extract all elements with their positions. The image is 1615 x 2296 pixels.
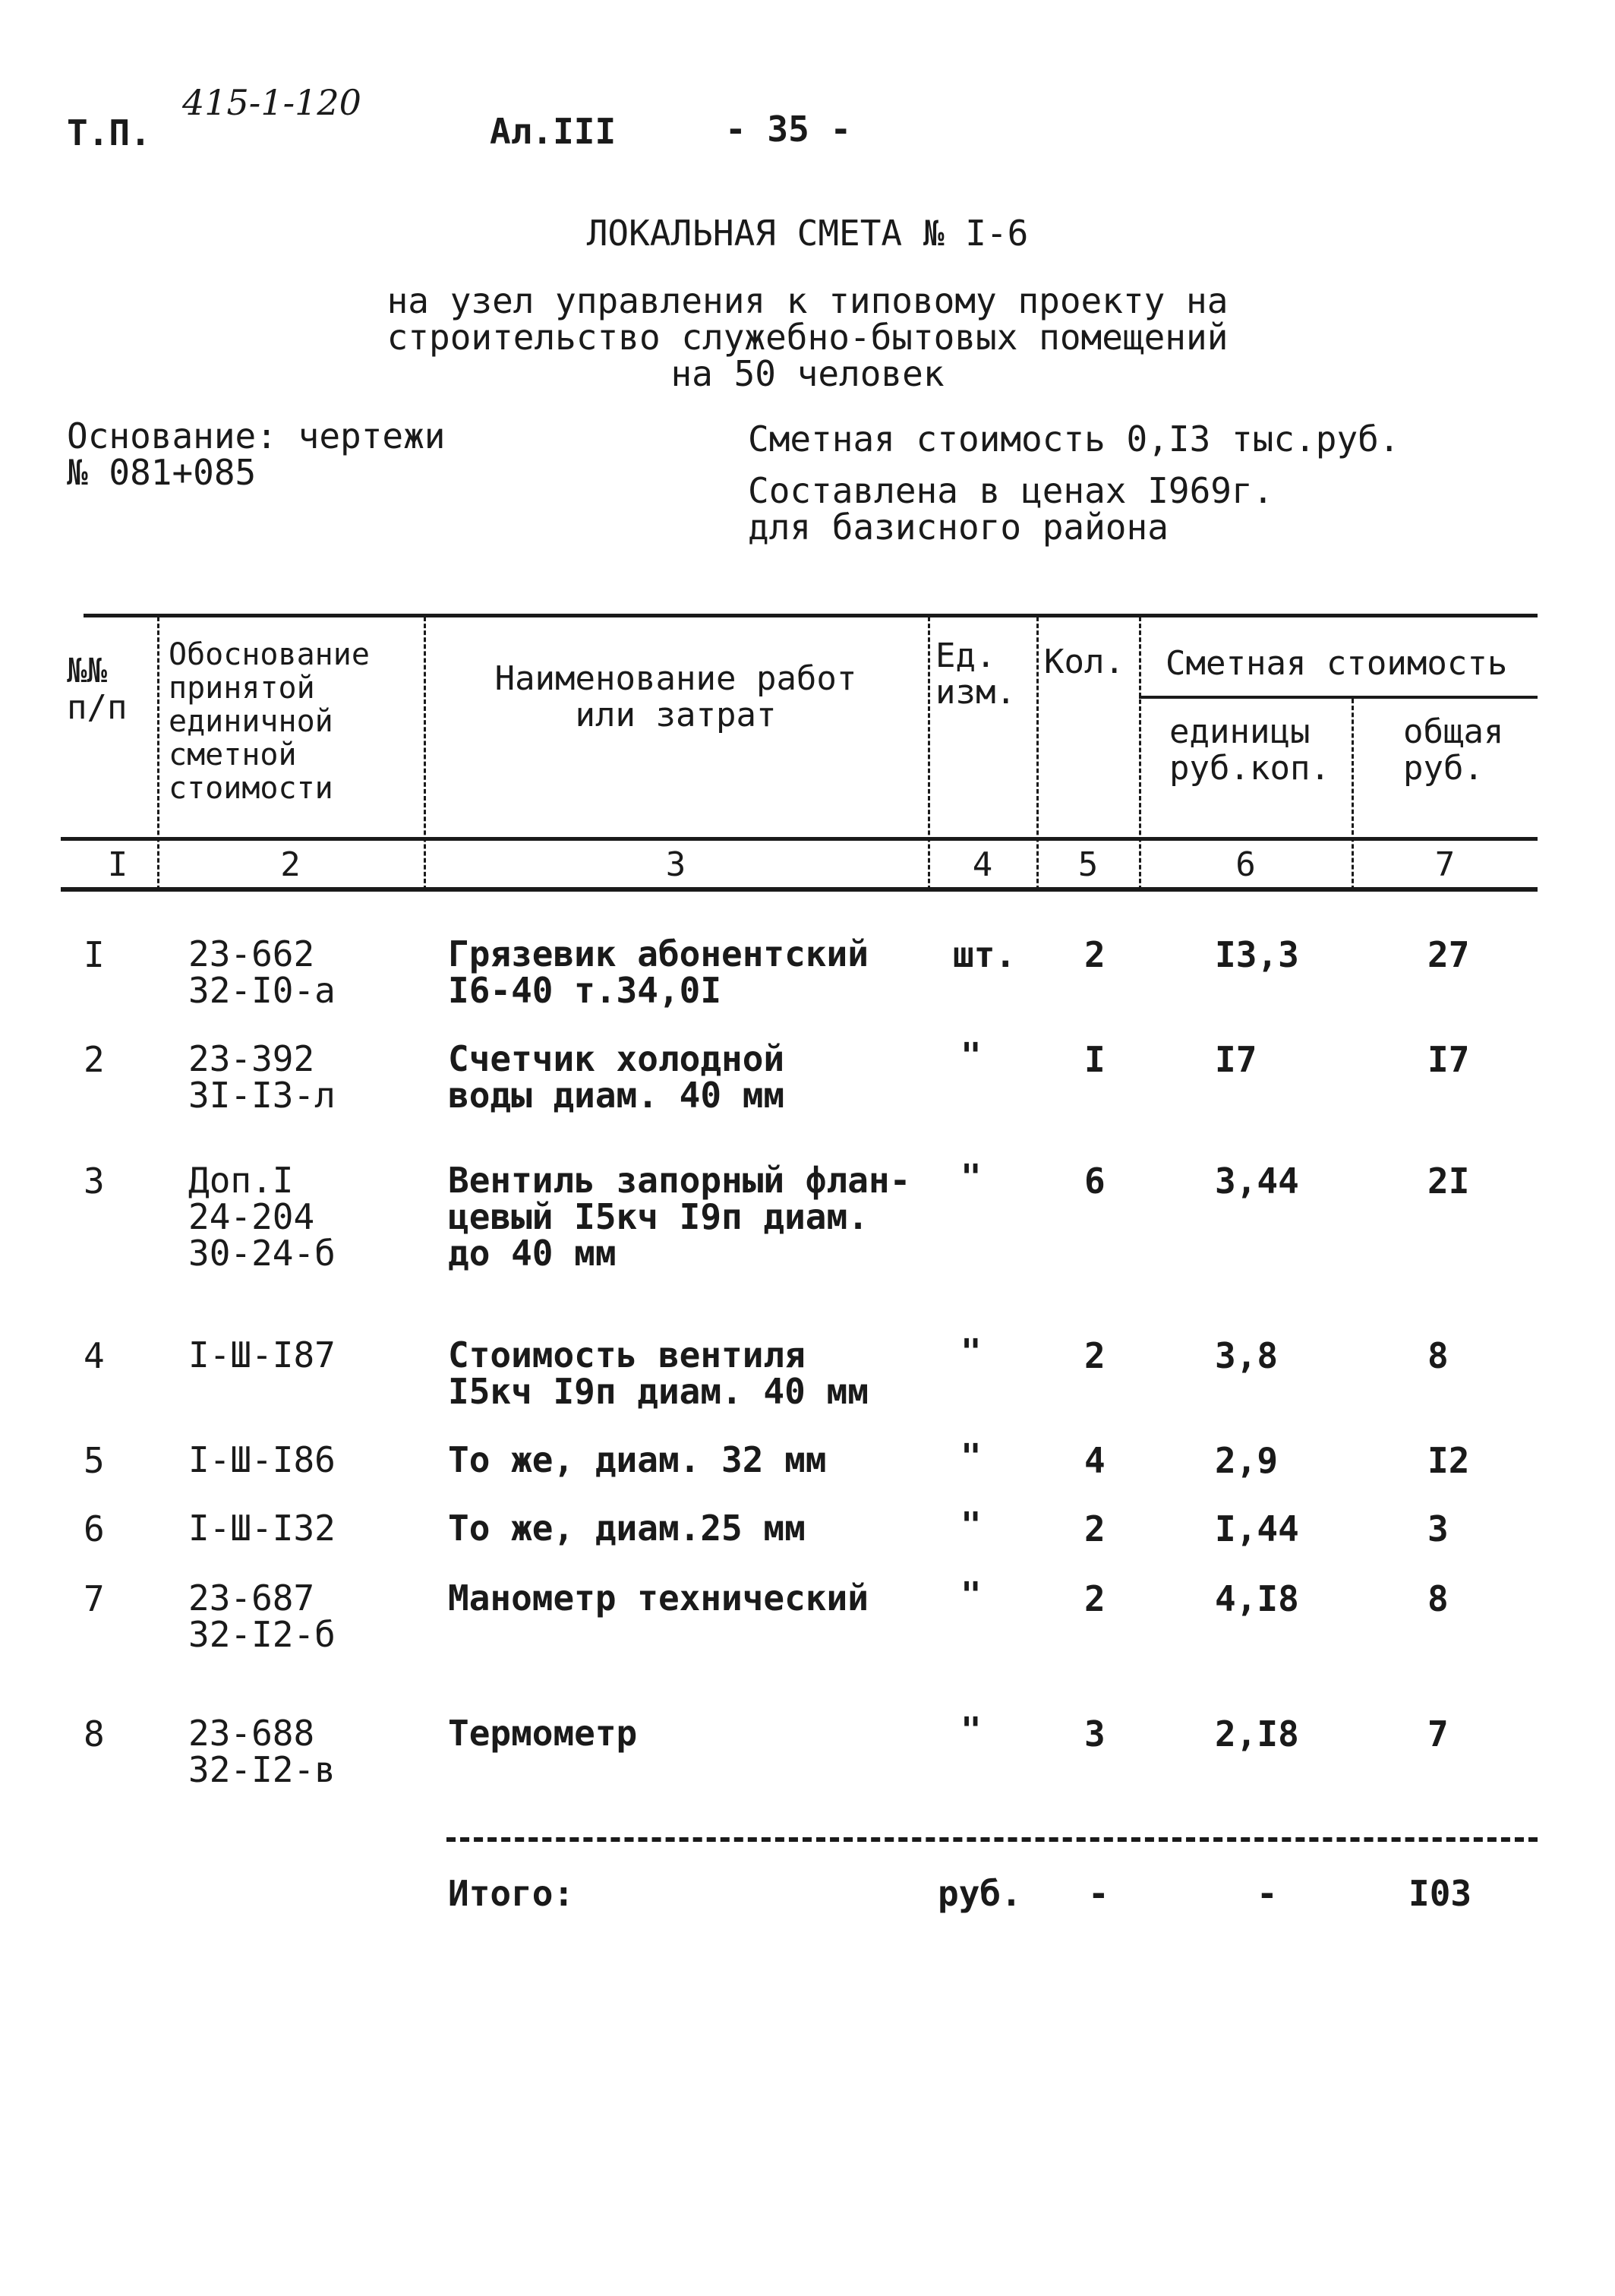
row-total: I2 [1427, 1440, 1470, 1481]
total-unit: руб. [938, 1873, 1022, 1914]
row-unit-cost: 3,8 [1215, 1335, 1279, 1376]
row-total: I7 [1427, 1039, 1470, 1080]
col-numbers-rule [61, 887, 1538, 892]
estimate-subtitle [0, 280, 1615, 394]
row-basis [188, 1715, 336, 1788]
row-name [448, 1439, 827, 1480]
row-basis [188, 1508, 336, 1549]
total-label: Итого: [448, 1873, 575, 1914]
basis-code: 23-688 [188, 1713, 315, 1754]
header-line: руб.коп. [1169, 749, 1330, 788]
col-number: I [107, 845, 128, 884]
page-number: - 35 - [725, 109, 852, 150]
row-qty: 4 [1084, 1440, 1106, 1481]
row-qty: I [1084, 1039, 1106, 1080]
col-number: 6 [1235, 845, 1256, 884]
col-number: 3 [665, 845, 686, 884]
row-basis [188, 1334, 336, 1375]
row-basis [188, 1439, 336, 1480]
stamp-prefix: Т.П. [67, 112, 151, 153]
subtitle-line: на 50 человек [670, 353, 945, 394]
row-unit-cost: I3,3 [1215, 934, 1299, 975]
col-number: 2 [280, 845, 301, 884]
basis-code: Доп.I [188, 1160, 294, 1201]
table-top-rule [84, 614, 1538, 617]
subtitle-line: строительство служебно-бытовых помещений [386, 317, 1229, 358]
row-unit: " [960, 1331, 982, 1372]
row-basis [188, 1580, 336, 1653]
row-unit: " [960, 1574, 982, 1615]
name-line: Счетчик холодной [448, 1038, 785, 1079]
total-qty: - [1088, 1873, 1109, 1914]
basis-code: 24-204 [188, 1196, 315, 1237]
row-qty: 2 [1084, 1578, 1106, 1619]
prices-line: Составлена в ценах I969г. [748, 470, 1274, 511]
basis-code: I-Ш-I86 [188, 1439, 336, 1480]
header-line: п/п [67, 688, 128, 727]
name-line: воды диам. 40 мм [448, 1075, 785, 1116]
header-line: Ед. [935, 636, 996, 675]
col-number: 4 [972, 845, 993, 884]
header-line: Обоснование [169, 637, 370, 672]
row-total: 8 [1427, 1578, 1449, 1619]
row-unit-cost: 2,9 [1215, 1440, 1279, 1481]
header-line: единицы [1169, 712, 1311, 751]
subtitle-line: на узел управления к типовому проекту на [386, 280, 1229, 321]
header-line: стоимости [169, 771, 333, 806]
basis-code: 3I-I3-л [188, 1075, 336, 1116]
row-unit-cost: 4,I8 [1215, 1578, 1299, 1619]
basis-code: 30-24-б [188, 1233, 336, 1274]
row-unit-cost: 2,I8 [1215, 1713, 1299, 1754]
row-total: 7 [1427, 1713, 1449, 1754]
row-unit: шт. [953, 934, 1017, 975]
header-unit [935, 638, 1016, 711]
row-basis [188, 933, 336, 1011]
row-qty: 2 [1084, 1335, 1106, 1376]
estimate-title: ЛОКАЛЬНАЯ СМЕТА № I-6 [586, 213, 1029, 254]
col-number: 5 [1077, 845, 1099, 884]
row-total: 27 [1427, 934, 1470, 975]
row-total: 8 [1427, 1335, 1449, 1376]
album-label: Ал.III [490, 111, 617, 152]
name-line: Термометр [448, 1713, 638, 1754]
header-line: единичной [169, 704, 333, 739]
name-line: до 40 мм [448, 1233, 617, 1274]
basis-code: I-Ш-I32 [188, 1508, 336, 1549]
total-value: I03 [1408, 1873, 1472, 1914]
row-basis [188, 1160, 336, 1274]
row-unit-cost: I,44 [1215, 1508, 1299, 1549]
basis-code: 23-662 [188, 933, 315, 974]
row-qty: 2 [1084, 1508, 1106, 1549]
name-line: Грязевик абонентский [448, 933, 869, 974]
basis-code: 32-I2-в [188, 1749, 336, 1790]
row-name [448, 933, 869, 1011]
header-line: принятой [169, 671, 315, 706]
row-num: 7 [84, 1578, 105, 1619]
row-unit-cost: 3,44 [1215, 1161, 1299, 1202]
row-total: 2I [1427, 1161, 1470, 1202]
row-num: 3 [84, 1161, 105, 1202]
basis-block [67, 415, 446, 493]
header-line: Наименование работ [494, 659, 857, 698]
basis-code: 23-687 [188, 1578, 315, 1619]
row-name [448, 1578, 869, 1619]
row-num: 6 [84, 1508, 105, 1549]
row-unit: " [960, 1710, 982, 1751]
row-qty: 2 [1084, 934, 1106, 975]
row-num: I [84, 934, 105, 975]
basis-line: № 081+085 [67, 452, 257, 493]
header-basis [169, 638, 370, 805]
name-line: Вентиль запорный флан- [448, 1160, 911, 1201]
name-line: То же, диам.25 мм [448, 1508, 806, 1549]
name-line: Манометр технический [448, 1578, 869, 1619]
name-line: То же, диам. 32 мм [448, 1439, 827, 1480]
basis-code: 32-I2-б [188, 1614, 336, 1655]
row-total: 3 [1427, 1508, 1449, 1549]
row-num: 2 [84, 1039, 105, 1080]
row-unit-cost: I7 [1215, 1039, 1257, 1080]
row-name [448, 1038, 785, 1116]
header-qty: Кол. [1044, 643, 1125, 681]
name-line: I5кч I9п диам. 40 мм [448, 1371, 869, 1412]
basis-code: I-Ш-I87 [188, 1334, 336, 1375]
header-line: изм. [935, 673, 1016, 712]
row-unit: " [960, 1436, 982, 1477]
row-qty: 3 [1084, 1713, 1106, 1754]
name-line: I6-40 т.34,0I [448, 970, 722, 1011]
basis-line: Основание: чертежи [67, 415, 446, 456]
row-num: 4 [84, 1335, 105, 1376]
row-name [448, 1508, 806, 1549]
header-bottom-rule [61, 837, 1538, 841]
basis-code: 23-392 [188, 1038, 315, 1079]
prices-line: для базисного района [748, 507, 1169, 548]
estimate-cost: Сметная стоимость 0,I3 тыс.руб. [748, 418, 1400, 460]
group-header-rule [1139, 696, 1538, 699]
row-name [448, 1713, 638, 1754]
header-line: или затрат [575, 696, 777, 734]
header-total-cost [1403, 714, 1503, 787]
prices-info [748, 470, 1274, 548]
basis-code: 32-I0-а [188, 970, 336, 1011]
row-basis [188, 1038, 336, 1116]
row-unit: " [960, 1035, 982, 1076]
header-unit-cost [1169, 714, 1330, 787]
row-name [448, 1334, 869, 1412]
row-qty: 6 [1084, 1161, 1106, 1202]
total-unit-cost: - [1257, 1873, 1278, 1914]
name-line: цевый I5кч I9п диам. [448, 1196, 869, 1237]
stamp-handwritten-number: 415-1-120 [182, 82, 361, 123]
header-line: сметной [169, 737, 297, 772]
row-unit: " [960, 1157, 982, 1198]
name-line: Стоимость вентиля [448, 1334, 806, 1375]
row-num: 5 [84, 1440, 105, 1481]
header-name [425, 661, 926, 734]
row-num: 8 [84, 1713, 105, 1754]
header-line: №№ [67, 652, 107, 690]
header-num [67, 653, 127, 726]
row-unit: " [960, 1505, 982, 1546]
col-number: 7 [1434, 845, 1456, 884]
row-name [448, 1160, 911, 1274]
header-line: общая [1403, 712, 1504, 751]
header-line: руб. [1403, 749, 1484, 788]
total-separator [446, 1837, 1538, 1842]
header-group-cost: Сметная стоимость [1166, 644, 1508, 683]
